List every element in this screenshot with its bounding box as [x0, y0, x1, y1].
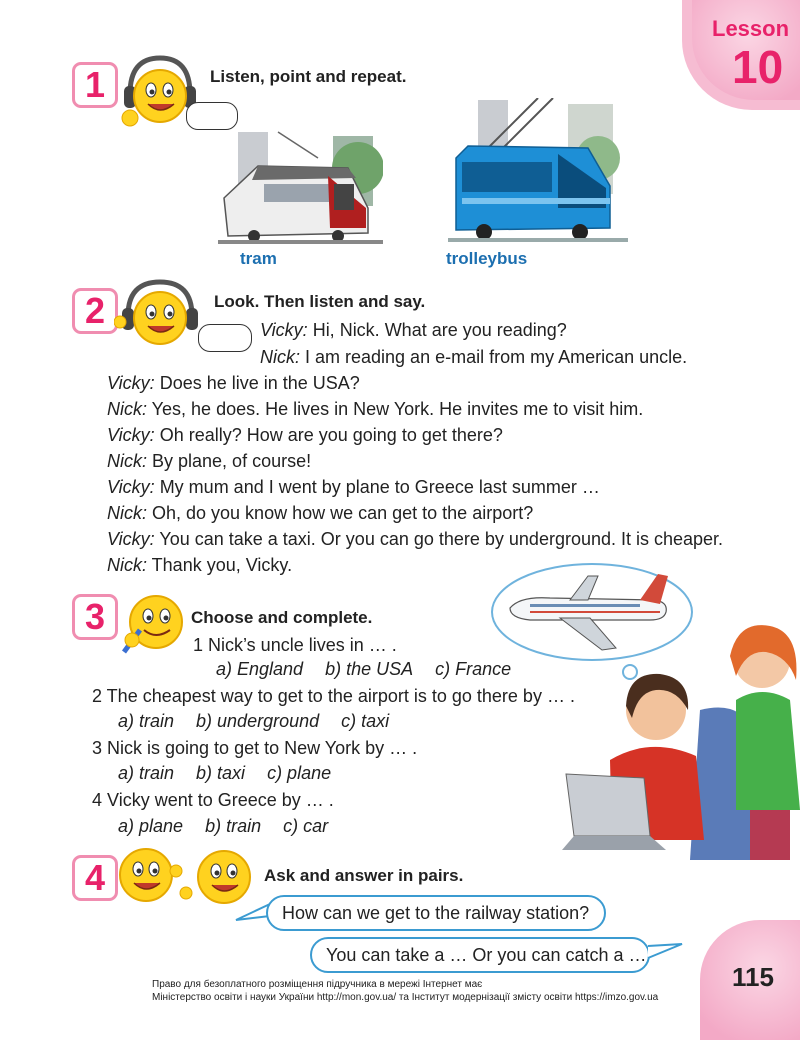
lesson-label: Lesson	[712, 16, 790, 41]
question-speech-bubble: How can we get to the railway station?	[266, 895, 606, 931]
dialogue-line: Nick: I am reading an e-mail from my American uncle.	[260, 347, 688, 367]
dialogue-line: Vicky: Does he live in the USA?	[107, 373, 360, 393]
lesson-number: 10	[732, 41, 784, 93]
tram-illustration	[218, 128, 383, 246]
dialogue-line: Vicky: You can take a taxi. Or you can go there by underground. It is cheaper.	[107, 529, 724, 549]
footer-line-1: Право для безоплатного розміщення підручника в мережі Інтернет має	[152, 979, 483, 990]
dialogue-line: Nick: Oh, do you know how we can get to the airport?	[107, 503, 534, 523]
answer-speech-bubble: You can take a … Or you can catch a …	[310, 937, 650, 973]
task2-instruction: Look. Then listen and say.	[214, 292, 426, 311]
page-number: 115	[732, 962, 774, 992]
question-1: 1 Nick’s uncle lives in … .	[193, 635, 397, 655]
question-3-options: a) train b) taxi c) plane	[118, 763, 332, 783]
dialogue-line: Nick: Yes, he does. He lives in New York. He invites me to visit him.	[107, 399, 644, 419]
trolleybus-illustration	[448, 98, 628, 246]
task-number-2: 2	[72, 288, 118, 334]
question-2: 2 The cheapest way to get to the airport is to go there by … .	[92, 686, 575, 706]
task-number-1: 1	[72, 62, 118, 108]
question-2-options: a) train b) underground c) taxi	[118, 711, 390, 731]
dialogue-line: Vicky: Hi, Nick. What are you reading?	[260, 320, 567, 340]
bubble-tail-right	[646, 940, 686, 964]
question-4: 4 Vicky went to Greece by … .	[92, 790, 334, 810]
speech-bubble-stub	[186, 102, 238, 130]
smiley-headphones-talking-icon	[114, 278, 200, 348]
kids-laptop-illustration	[490, 560, 800, 860]
footer-line-2: Міністерство освіти і науки України http://mon.gov.ua/ та Інститут модернізації змісту освіти https://imzo.gov.ua	[152, 992, 659, 1003]
task4-instruction: Ask and answer in pairs.	[264, 866, 464, 885]
caption-tram: tram	[240, 249, 277, 268]
question-3: 3 Nick is going to get to New York by … .	[92, 738, 418, 758]
dialogue-line: Nick: By plane, of course!	[107, 451, 312, 471]
dialogue-line: Vicky: Oh really? How are you going to get there?	[107, 425, 503, 445]
caption-trolleybus: trolleybus	[446, 249, 528, 268]
question-1-options: a) England b) the USA c) France	[216, 659, 512, 679]
dialogue-line: Vicky: My mum and I went by plane to Greece last summer …	[107, 477, 600, 497]
speech-bubble-stub-2	[198, 324, 252, 352]
question-4-options: a) plane b) train c) car	[118, 816, 329, 836]
task-number-3: 3	[72, 594, 118, 640]
smiley-pencil-icon	[118, 590, 188, 660]
task3-instruction: Choose and complete.	[191, 608, 373, 627]
task-number-4: 4	[72, 855, 118, 901]
dialogue-line: Nick: Thank you, Vicky.	[107, 555, 293, 575]
task1-instruction: Listen, point and repeat.	[210, 67, 407, 86]
